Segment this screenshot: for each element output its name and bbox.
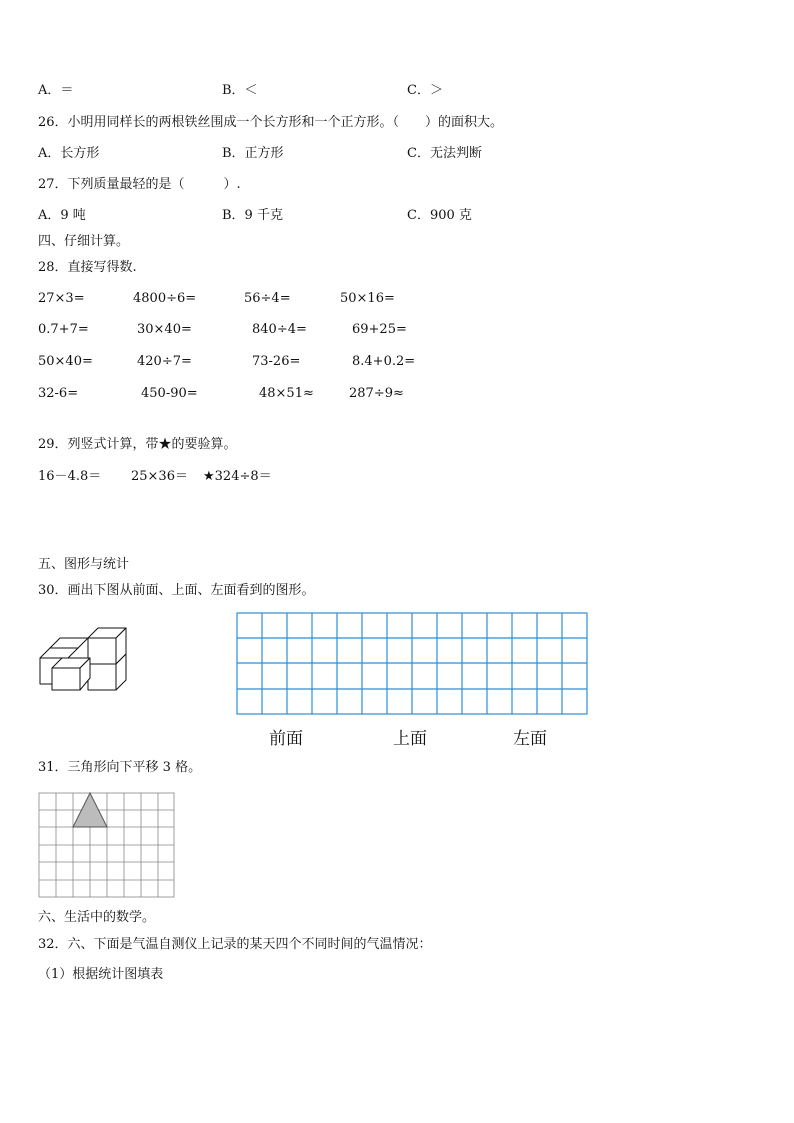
- q28-item: 4800÷6=: [133, 291, 197, 306]
- q27-option-a: A．9 吨: [38, 208, 86, 223]
- q27-option-c: C．900 克: [407, 208, 472, 223]
- q29-item: 16－4.8＝: [38, 469, 102, 484]
- q29-item: 25×36＝: [131, 469, 188, 484]
- label-left-view: 左面: [513, 729, 547, 749]
- q28-item: 0.7+7=: [38, 322, 89, 337]
- label-top-view: 上面: [393, 729, 427, 749]
- q29-item: ★324÷8＝: [203, 469, 272, 484]
- q32-sub1: （1）根据统计图填表: [38, 967, 164, 982]
- q26-option-a: A．长方形: [38, 146, 100, 161]
- q28-item: 50×40=: [38, 354, 93, 369]
- q27-option-b: B．9 千克: [222, 208, 283, 223]
- q28-item: 69+25=: [352, 322, 407, 337]
- q28-item: 287÷9≈: [349, 386, 404, 401]
- q25-option-a: A．＝: [38, 83, 74, 98]
- q28-item: 27×3=: [38, 291, 85, 306]
- cube-stack-figure: [36, 626, 128, 692]
- q26-option-c: C．无法判断: [407, 146, 482, 161]
- drawing-grid[interactable]: [236, 612, 590, 716]
- q28-stem: 28．直接写得数.: [38, 260, 137, 275]
- label-front-view: 前面: [269, 729, 303, 749]
- q28-item: 450-90=: [141, 386, 198, 401]
- q28-item: 48×51≈: [259, 386, 314, 401]
- q26-option-b: B．正方形: [222, 146, 284, 161]
- q28-item: 420÷7=: [137, 354, 192, 369]
- q28-item: 56÷4=: [244, 291, 291, 306]
- q30-stem: 30．画出下图从前面、上面、左面看到的图形。: [38, 583, 315, 598]
- q28-item: 50×16=: [340, 291, 395, 306]
- section-4-heading: 四、仔细计算。: [38, 234, 130, 249]
- section-5-heading: 五、图形与统计: [38, 557, 130, 572]
- q28-item: 8.4+0.2=: [352, 354, 416, 369]
- q28-item: 840÷4=: [252, 322, 307, 337]
- q31-stem: 31．三角形向下平移 3 格。: [38, 760, 202, 775]
- q32-stem: 32．六、下面是气温自测仪上记录的某天四个不同时间的气温情况：: [38, 937, 432, 952]
- translation-grid[interactable]: [38, 792, 176, 900]
- q29-stem: 29．列竖式计算，带★的要验算。: [38, 437, 237, 452]
- q28-item: 30×40=: [137, 322, 192, 337]
- q25-option-b: B．＜: [222, 83, 258, 98]
- q28-item: 73-26=: [252, 354, 301, 369]
- q27-stem: 27．下列质量最轻的是（ ）.: [38, 177, 241, 192]
- section-6-heading: 六、生活中的数学。: [38, 910, 156, 925]
- q26-stem: 26．小明用同样长的两根铁丝围成一个长方形和一个正方形。（ ）的面积大。: [38, 115, 504, 130]
- q25-option-c: C．＞: [407, 83, 443, 98]
- q28-item: 32-6=: [38, 386, 79, 401]
